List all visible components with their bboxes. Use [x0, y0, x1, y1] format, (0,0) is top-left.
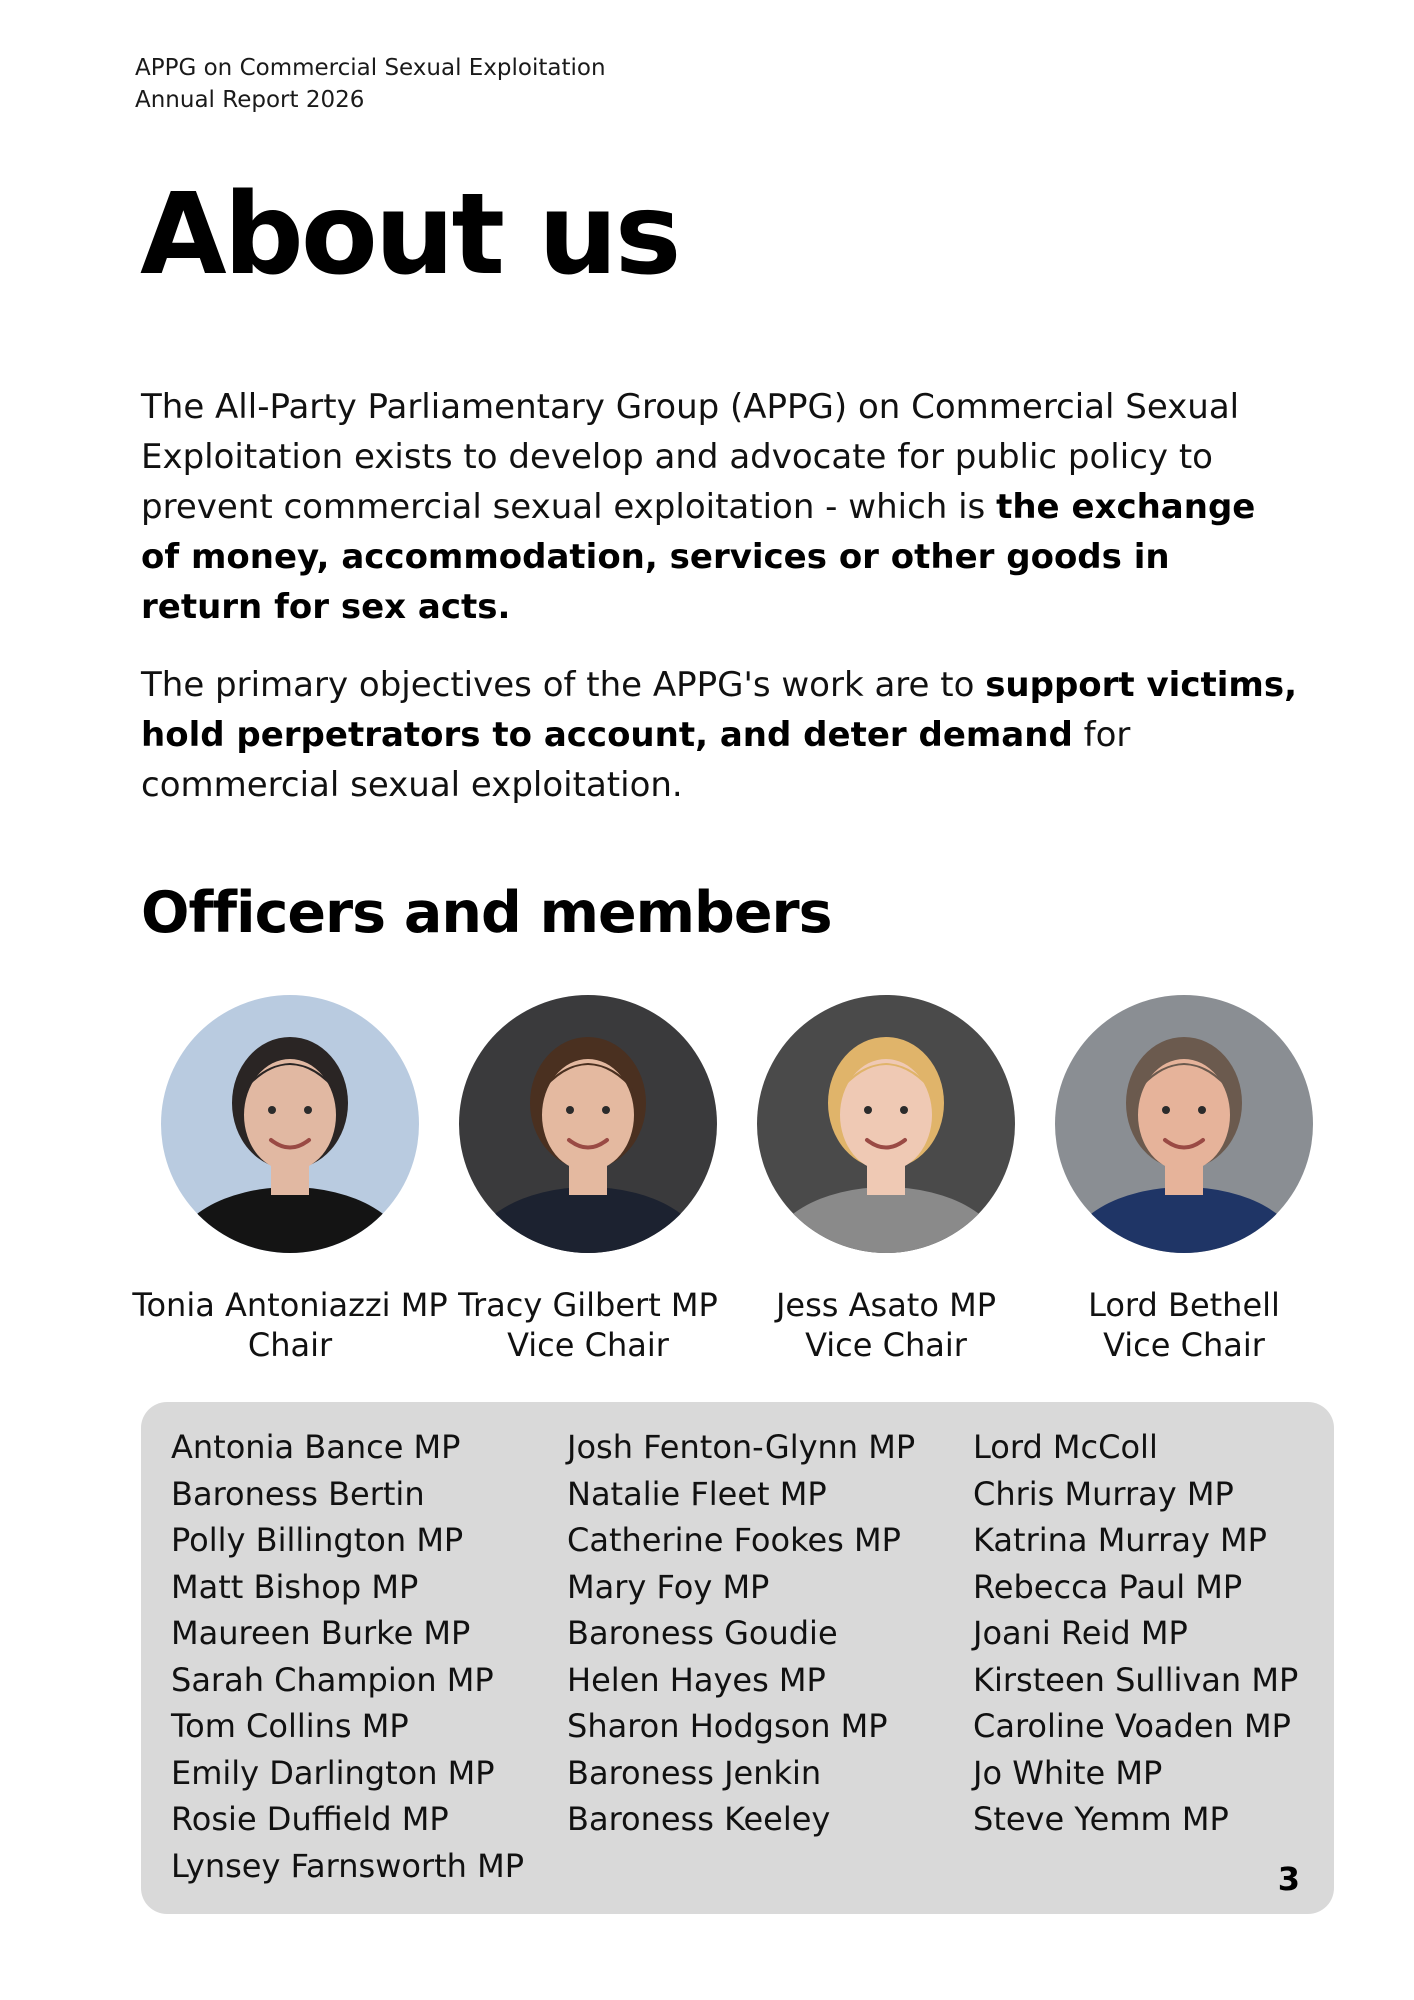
officer-name: Jess Asato MP — [775, 1286, 996, 1324]
member-name: Lord McColl — [973, 1428, 1158, 1466]
intro-objectives-text-a: The primary objectives of the APPG's work are to — [141, 665, 986, 705]
member-name: Mary Foy MP — [567, 1567, 770, 1606]
intro-definition-bold: the exchange of money, accommodation, services or other goods in return for sex acts. — [141, 487, 1256, 627]
member-name: Rebecca Paul MP — [973, 1567, 1243, 1606]
member-name: Caroline Voaden MP — [973, 1707, 1291, 1745]
officer-role: Vice Chair — [1103, 1326, 1265, 1364]
member-name: Jo White MP — [973, 1753, 1163, 1792]
intro-definition-text: The All-Party Parliamentary Group (APPG) on Commercial Sexual Exploitation exists to develop and advocate for public policy to prevent commercial sexual exploitation - which is — [141, 387, 1240, 527]
page-number: 3 — [1277, 1860, 1300, 1898]
member-name: Sharon Hodgson MP — [567, 1707, 888, 1745]
member-name: Lynsey Farnsworth MP — [171, 1846, 525, 1885]
member-name: Rosie Duffield MP — [171, 1800, 449, 1838]
portrait-icon — [757, 995, 1015, 1253]
intro-paragraph-objectives — [141, 660, 1301, 810]
member-name: Antonia Bance MP — [171, 1428, 461, 1466]
running-header — [135, 52, 606, 116]
officer-card — [423, 995, 753, 1365]
portrait-icon — [161, 995, 419, 1253]
intro-section — [141, 382, 1301, 838]
member-name: Polly Billington MP — [171, 1521, 464, 1559]
members-column-3 — [973, 1424, 1298, 1843]
member-name: Joani Reid MP — [973, 1614, 1188, 1652]
officer-name: Tonia Antoniazzi MP — [132, 1286, 448, 1324]
members-panel — [141, 1402, 1334, 1914]
member-name: Kirsteen Sullivan MP — [973, 1660, 1299, 1699]
member-name: Matt Bishop MP — [171, 1567, 419, 1606]
officer-photo — [161, 995, 419, 1253]
header-line-report: Annual Report 2026 — [135, 87, 365, 113]
member-name: Catherine Fookes MP — [567, 1521, 901, 1559]
officer-card — [1019, 995, 1349, 1365]
member-name: Sarah Champion MP — [171, 1660, 494, 1699]
officers-heading: Officers and members — [141, 880, 832, 946]
officer-card — [721, 995, 1051, 1365]
member-name: Josh Fenton-Glynn MP — [567, 1428, 916, 1466]
portrait-icon — [1055, 995, 1313, 1253]
page-title: About us — [140, 170, 679, 300]
members-column-1 — [171, 1424, 524, 1889]
officer-card — [125, 995, 455, 1365]
officer-photo — [459, 995, 717, 1253]
member-name: Maureen Burke MP — [171, 1614, 471, 1652]
header-line-org: APPG on Commercial Sexual Exploitation — [135, 55, 606, 81]
officer-role: Vice Chair — [805, 1326, 967, 1364]
member-name: Natalie Fleet MP — [567, 1474, 827, 1513]
officer-role: Chair — [247, 1326, 333, 1364]
officer-photo — [1055, 995, 1313, 1253]
member-name: Baroness Keeley — [567, 1800, 831, 1838]
intro-objectives-bold: support victims, hold perpetrators to account, and deter demand — [141, 665, 1297, 755]
member-name: Katrina Murray MP — [973, 1521, 1267, 1559]
intro-paragraph-definition — [141, 382, 1301, 632]
members-column-2 — [567, 1424, 915, 1843]
member-name: Helen Hayes MP — [567, 1660, 826, 1699]
portrait-icon — [459, 995, 717, 1253]
officers-row — [125, 995, 1335, 1365]
member-name: Chris Murray MP — [973, 1474, 1234, 1513]
member-name: Baroness Goudie — [567, 1614, 838, 1652]
officer-role: Vice Chair — [507, 1326, 669, 1364]
officer-name: Lord Bethell — [1088, 1286, 1280, 1324]
member-name: Baroness Jenkin — [567, 1753, 822, 1792]
officer-photo — [757, 995, 1015, 1253]
member-name: Baroness Bertin — [171, 1474, 425, 1513]
member-name: Emily Darlington MP — [171, 1753, 495, 1792]
intro-objectives-text-b: for commercial sexual exploitation. — [141, 715, 1131, 805]
member-name: Tom Collins MP — [171, 1707, 409, 1745]
officer-name: Tracy Gilbert MP — [458, 1286, 718, 1324]
member-name: Steve Yemm MP — [973, 1800, 1229, 1838]
